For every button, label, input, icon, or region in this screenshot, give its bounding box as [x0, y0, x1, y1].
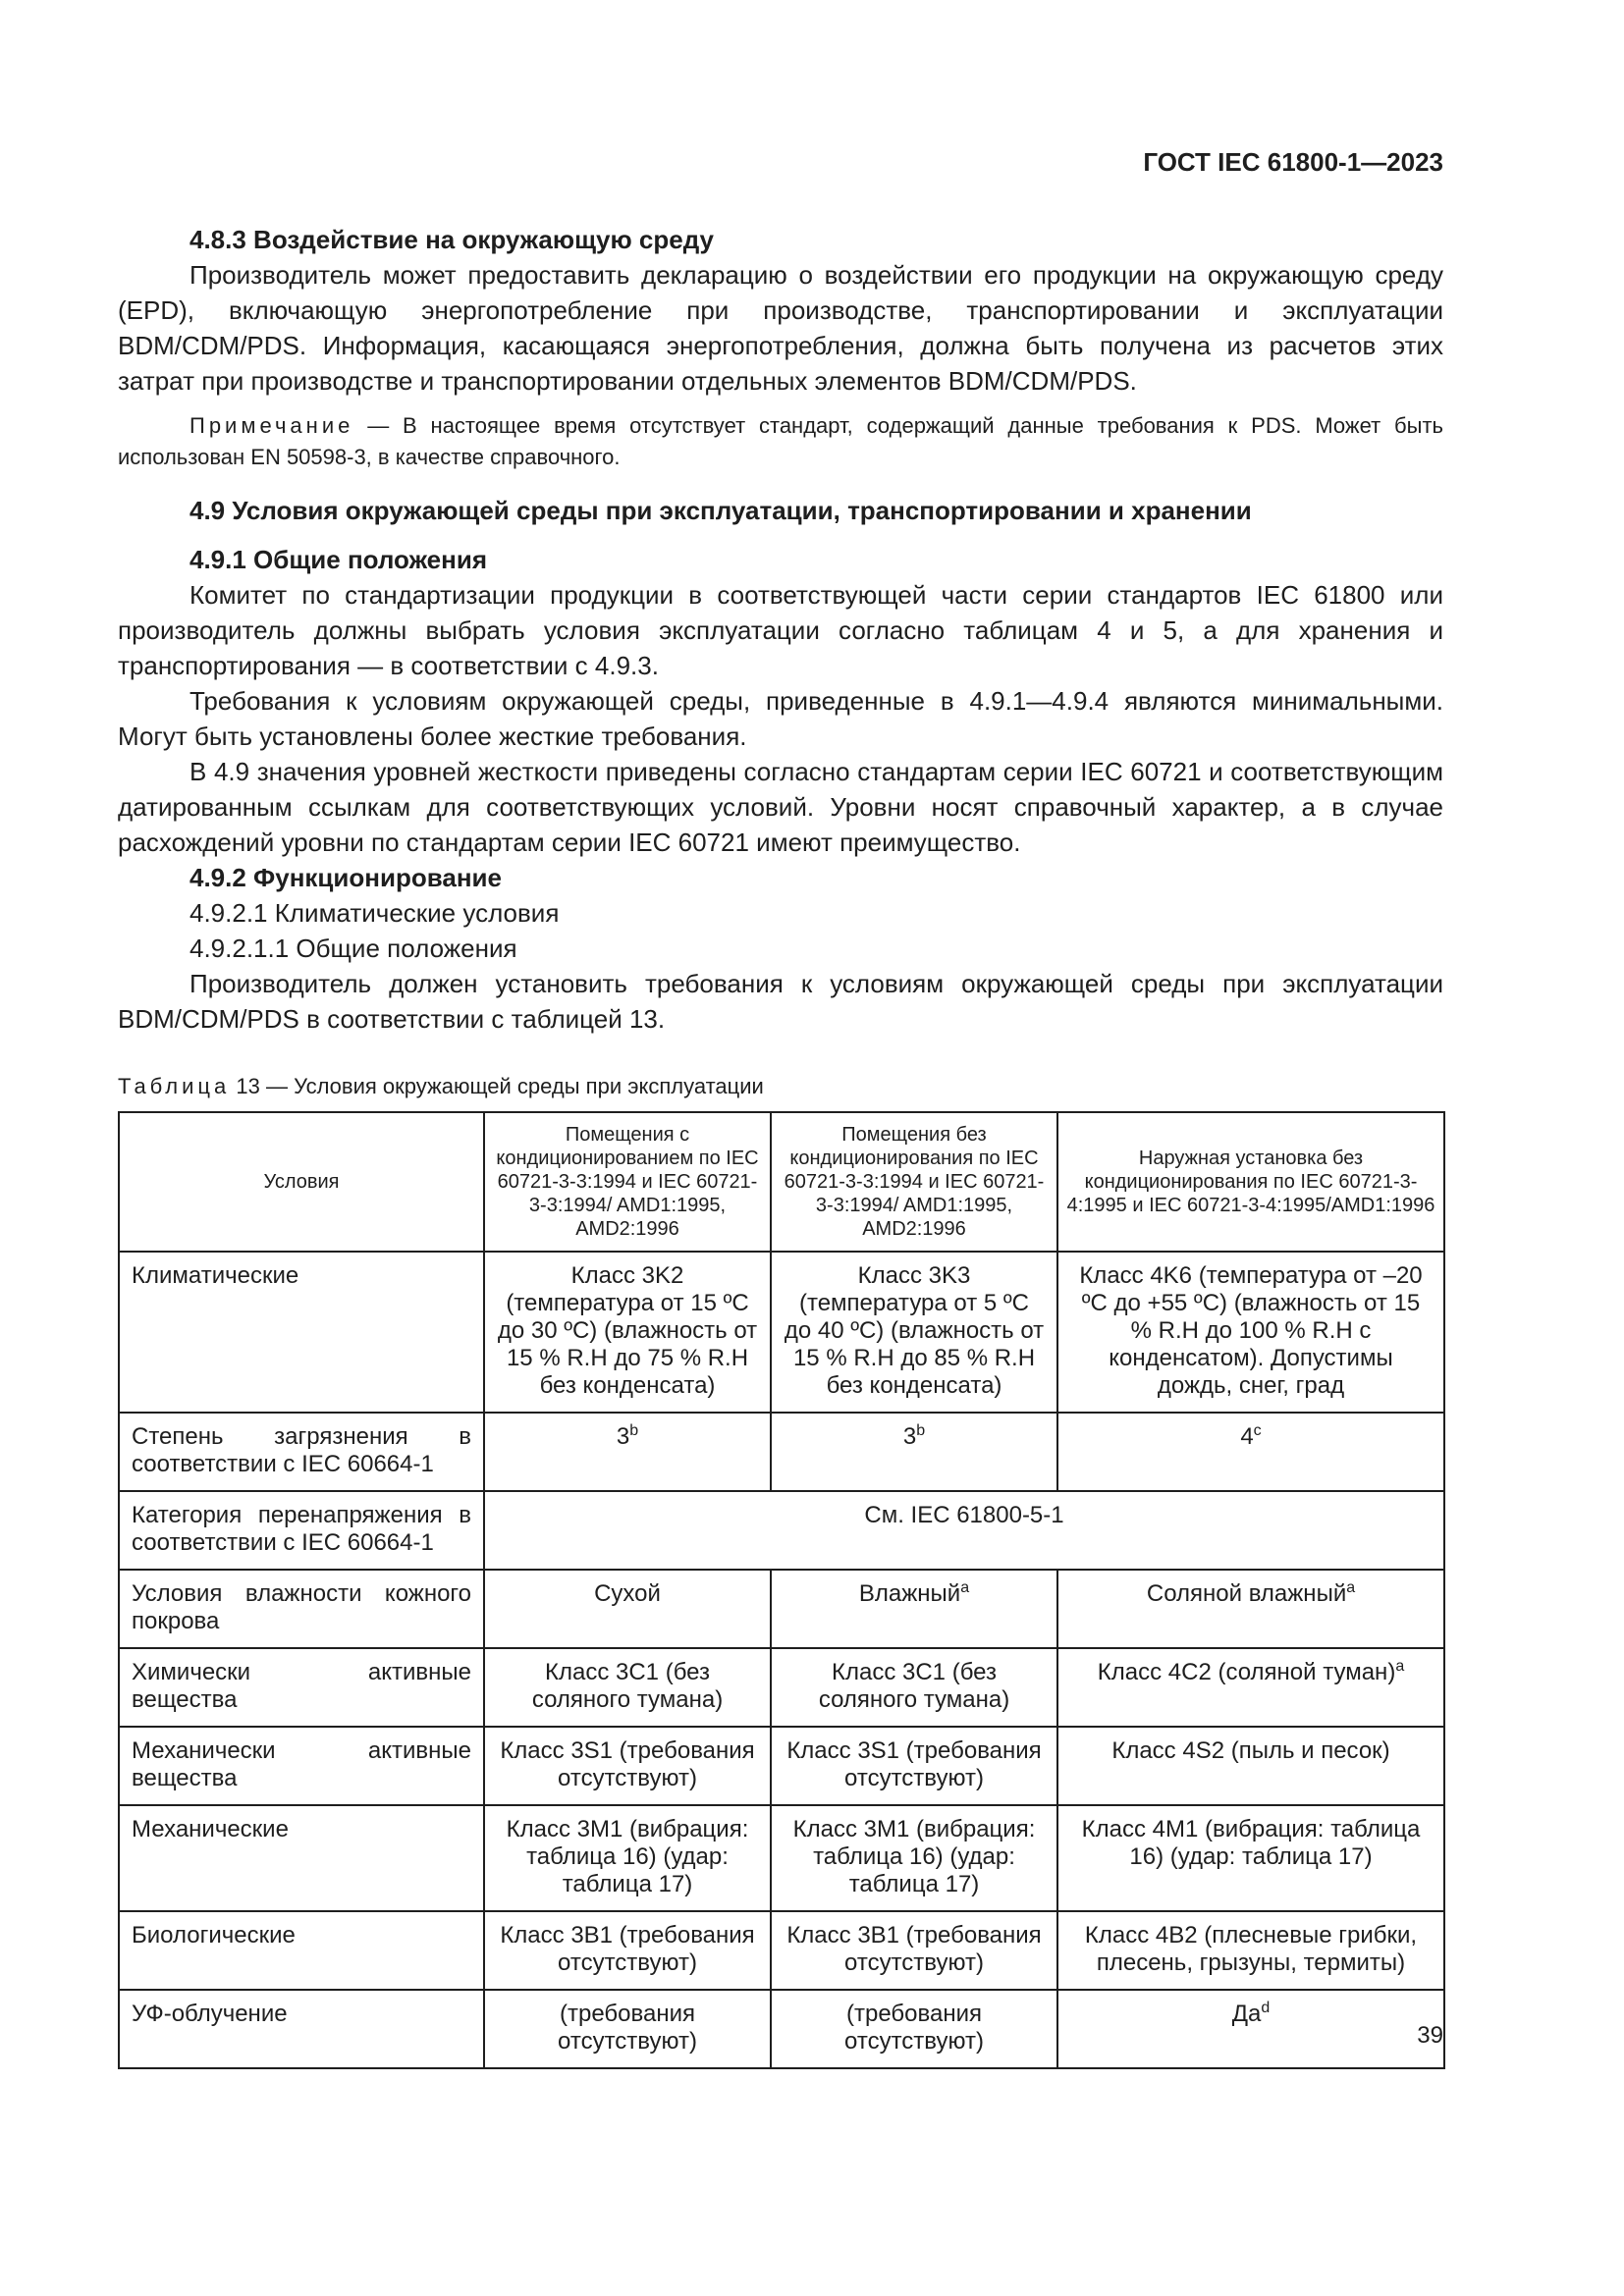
- table-header-row: [119, 1112, 1444, 1252]
- cell: 3$^b$: [771, 1413, 1057, 1491]
- table-caption-text: 13 — Условия окружающей среды при эксплуатации: [230, 1074, 764, 1098]
- table-caption-label: Таблица: [118, 1074, 231, 1098]
- cell: Класс 4S2 (пыль и песок): [1057, 1727, 1444, 1805]
- section-heading-4-9-1: 4.9.1 Общие положения: [189, 545, 487, 574]
- cell: Класс 4C2 (соляной туман)$^a$: [1057, 1648, 1444, 1727]
- cell: Класс 3K3 (температура от 5 ºС до 40 ºС) (влажность от 15 % R.H до 85 % R.H без конденсата): [771, 1252, 1057, 1413]
- cell: $Да^d$: [1057, 1990, 1444, 2068]
- table-row: [119, 1648, 1444, 1727]
- table-row: [119, 1570, 1444, 1648]
- section-heading-4-9: 4.9 Условия окружающей среды при эксплуатации, транспортировании и хранении: [189, 496, 1252, 525]
- cell: Класс 3S1 (требования отсутствуют): [484, 1727, 771, 1805]
- table-row: [119, 1413, 1444, 1491]
- cell: Класс 3B1 (требования отсутствуют): [484, 1911, 771, 1990]
- document-header: ГОСТ IEC 61800-1—2023: [1143, 147, 1443, 177]
- section-heading-4-9-2: 4.9.2 Функционирование: [189, 863, 502, 892]
- header-conditioned: Помещения с кондиционированием по IEC 60721-3-3:1994 и IEC 60721-3-3:1994/ AMD1:1995, AMD2:1996: [484, 1112, 771, 1252]
- merged-cell: См. IEC 61800-5-1: [484, 1491, 1444, 1570]
- cell: Соляной влажный$^a$: [1057, 1570, 1444, 1648]
- table-caption: [118, 1074, 1443, 1099]
- cell: 4$^c$: [1057, 1413, 1444, 1491]
- paragraph-manufacturer: Производитель должен установить требования к условиям окружающей среды при эксплуатации BDM/CDM/PDS в соответствии с таблицей 13.: [118, 969, 1443, 1034]
- section-heading-4-9-2-1-1: 4.9.2.1.1 Общие положения: [189, 934, 517, 963]
- cell: Влажный$^a$: [771, 1570, 1057, 1648]
- cell: Класс 3B1 (требования отсутствуют): [771, 1911, 1057, 1990]
- row-label: Климатические: [119, 1252, 484, 1413]
- section-heading-4-9-2-1: 4.9.2.1 Климатические условия: [189, 898, 560, 928]
- note: [118, 410, 1443, 473]
- row-label: Механически активные вещества: [119, 1727, 484, 1805]
- row-label: Биологические: [119, 1911, 484, 1990]
- table-row: [119, 1491, 1444, 1570]
- cell: Сухой: [484, 1570, 771, 1648]
- header-outdoor: Наружная установка без кондиционирования по IEC 60721-3-4:1995 и IEC 60721-3-4:1995/AMD1:1996: [1057, 1112, 1444, 1252]
- row-label: УФ-облучение: [119, 1990, 484, 2068]
- document-body: [118, 222, 1443, 2069]
- section-heading-4-8-3: 4.8.3 Воздействие на окружающую среду: [189, 225, 715, 254]
- row-label: Условия влажности кожного покрова: [119, 1570, 484, 1648]
- paragraph-epd: Производитель может предоставить декларацию о воздействии его продукции на окружающую среду (EPD), включающую энергопотребление при производстве, транспортировании и эксплуатации BDM/CDM/PDS. Информация, касающаяся энергопотребления, должна быть получена из расчетов этих затрат при производстве и транспортировании отдельных элементов BDM/CDM/PDS.: [118, 260, 1443, 396]
- cell: Класс 3C1 (без соляного тумана): [771, 1648, 1057, 1727]
- table-row: [119, 1911, 1444, 1990]
- cell: Класс 3C1 (без соляного тумана): [484, 1648, 771, 1727]
- table-row: [119, 1805, 1444, 1911]
- cell: Класс 4K6 (температура от –20 ºС до +55 ºС) (влажность от 15 % R.H до 100 % R.H с конденсатом). Допустимы дождь, снег, град: [1057, 1252, 1444, 1413]
- row-label: Степень загрязнения в соответствии с IEC 60664-1: [119, 1413, 484, 1491]
- header-unconditioned: Помещения без кондиционирования по IEC 60721-3-3:1994 и IEC 60721-3-3:1994/ AMD1:1995, AMD2:1996: [771, 1112, 1057, 1252]
- table-row: [119, 1990, 1444, 2068]
- note-label: Примечание: [189, 413, 354, 438]
- paragraph-committee: Комитет по стандартизации продукции в соответствующей части серии стандартов IEC 61800 или производитель должны выбрать условия эксплуатации согласно таблицам 4 и 5, а для хранения и транспортирования — в соответствии с 4.9.3.: [118, 580, 1443, 680]
- cell: 3$^b$: [484, 1413, 771, 1491]
- cell: Класс 3S1 (требования отсутствуют): [771, 1727, 1057, 1805]
- cell: (требования отсутствуют): [484, 1990, 771, 2068]
- cell: Класс 3M1 (вибрация: таблица 16) (удар: таблица 17): [771, 1805, 1057, 1911]
- page-number: 39: [1417, 2022, 1443, 2049]
- cell: Класс 4B2 (плесневые грибки, плесень, грызуны, термиты): [1057, 1911, 1444, 1990]
- cell: Класс 3K2 (температура от 15 ºС до 30 ºС) (влажность от 15 % R.H до 75 % R.H без конденсата): [484, 1252, 771, 1413]
- cell: (требования отсутствуют): [771, 1990, 1057, 2068]
- table-row: [119, 1727, 1444, 1805]
- row-label: Механические: [119, 1805, 484, 1911]
- paragraph-requirements: Требования к условиям окружающей среды, приведенные в 4.9.1—4.9.4 являются минимальными. Могут быть установлены более жесткие требования.: [118, 686, 1443, 751]
- table-row: [119, 1252, 1444, 1413]
- row-label: Химически активные вещества: [119, 1648, 484, 1727]
- header-conditions: Условия: [119, 1112, 484, 1252]
- paragraph-severity-levels: В 4.9 значения уровней жесткости приведены согласно стандартам серии IEC 60721 и соответствующим датированным ссылкам для соответствующих условий. Уровни носят справочный характер, а в случае расхождений уровни по стандартам серии IEC 60721 имеют преимущество.: [118, 757, 1443, 857]
- cell: Класс 3M1 (вибрация: таблица 16) (удар: таблица 17): [484, 1805, 771, 1911]
- cell: Класс 4M1 (вибрация: таблица 16) (удар: таблица 17): [1057, 1805, 1444, 1911]
- environment-conditions-table: [118, 1111, 1445, 2069]
- note-text: — В настоящее время отсутствует стандарт, содержащий данные требования к PDS. Может быть использован EN 50598-3, в качестве справочного.: [118, 413, 1443, 469]
- row-label: Категория перенапряжения в соответствии с IEC 60664-1: [119, 1491, 484, 1570]
